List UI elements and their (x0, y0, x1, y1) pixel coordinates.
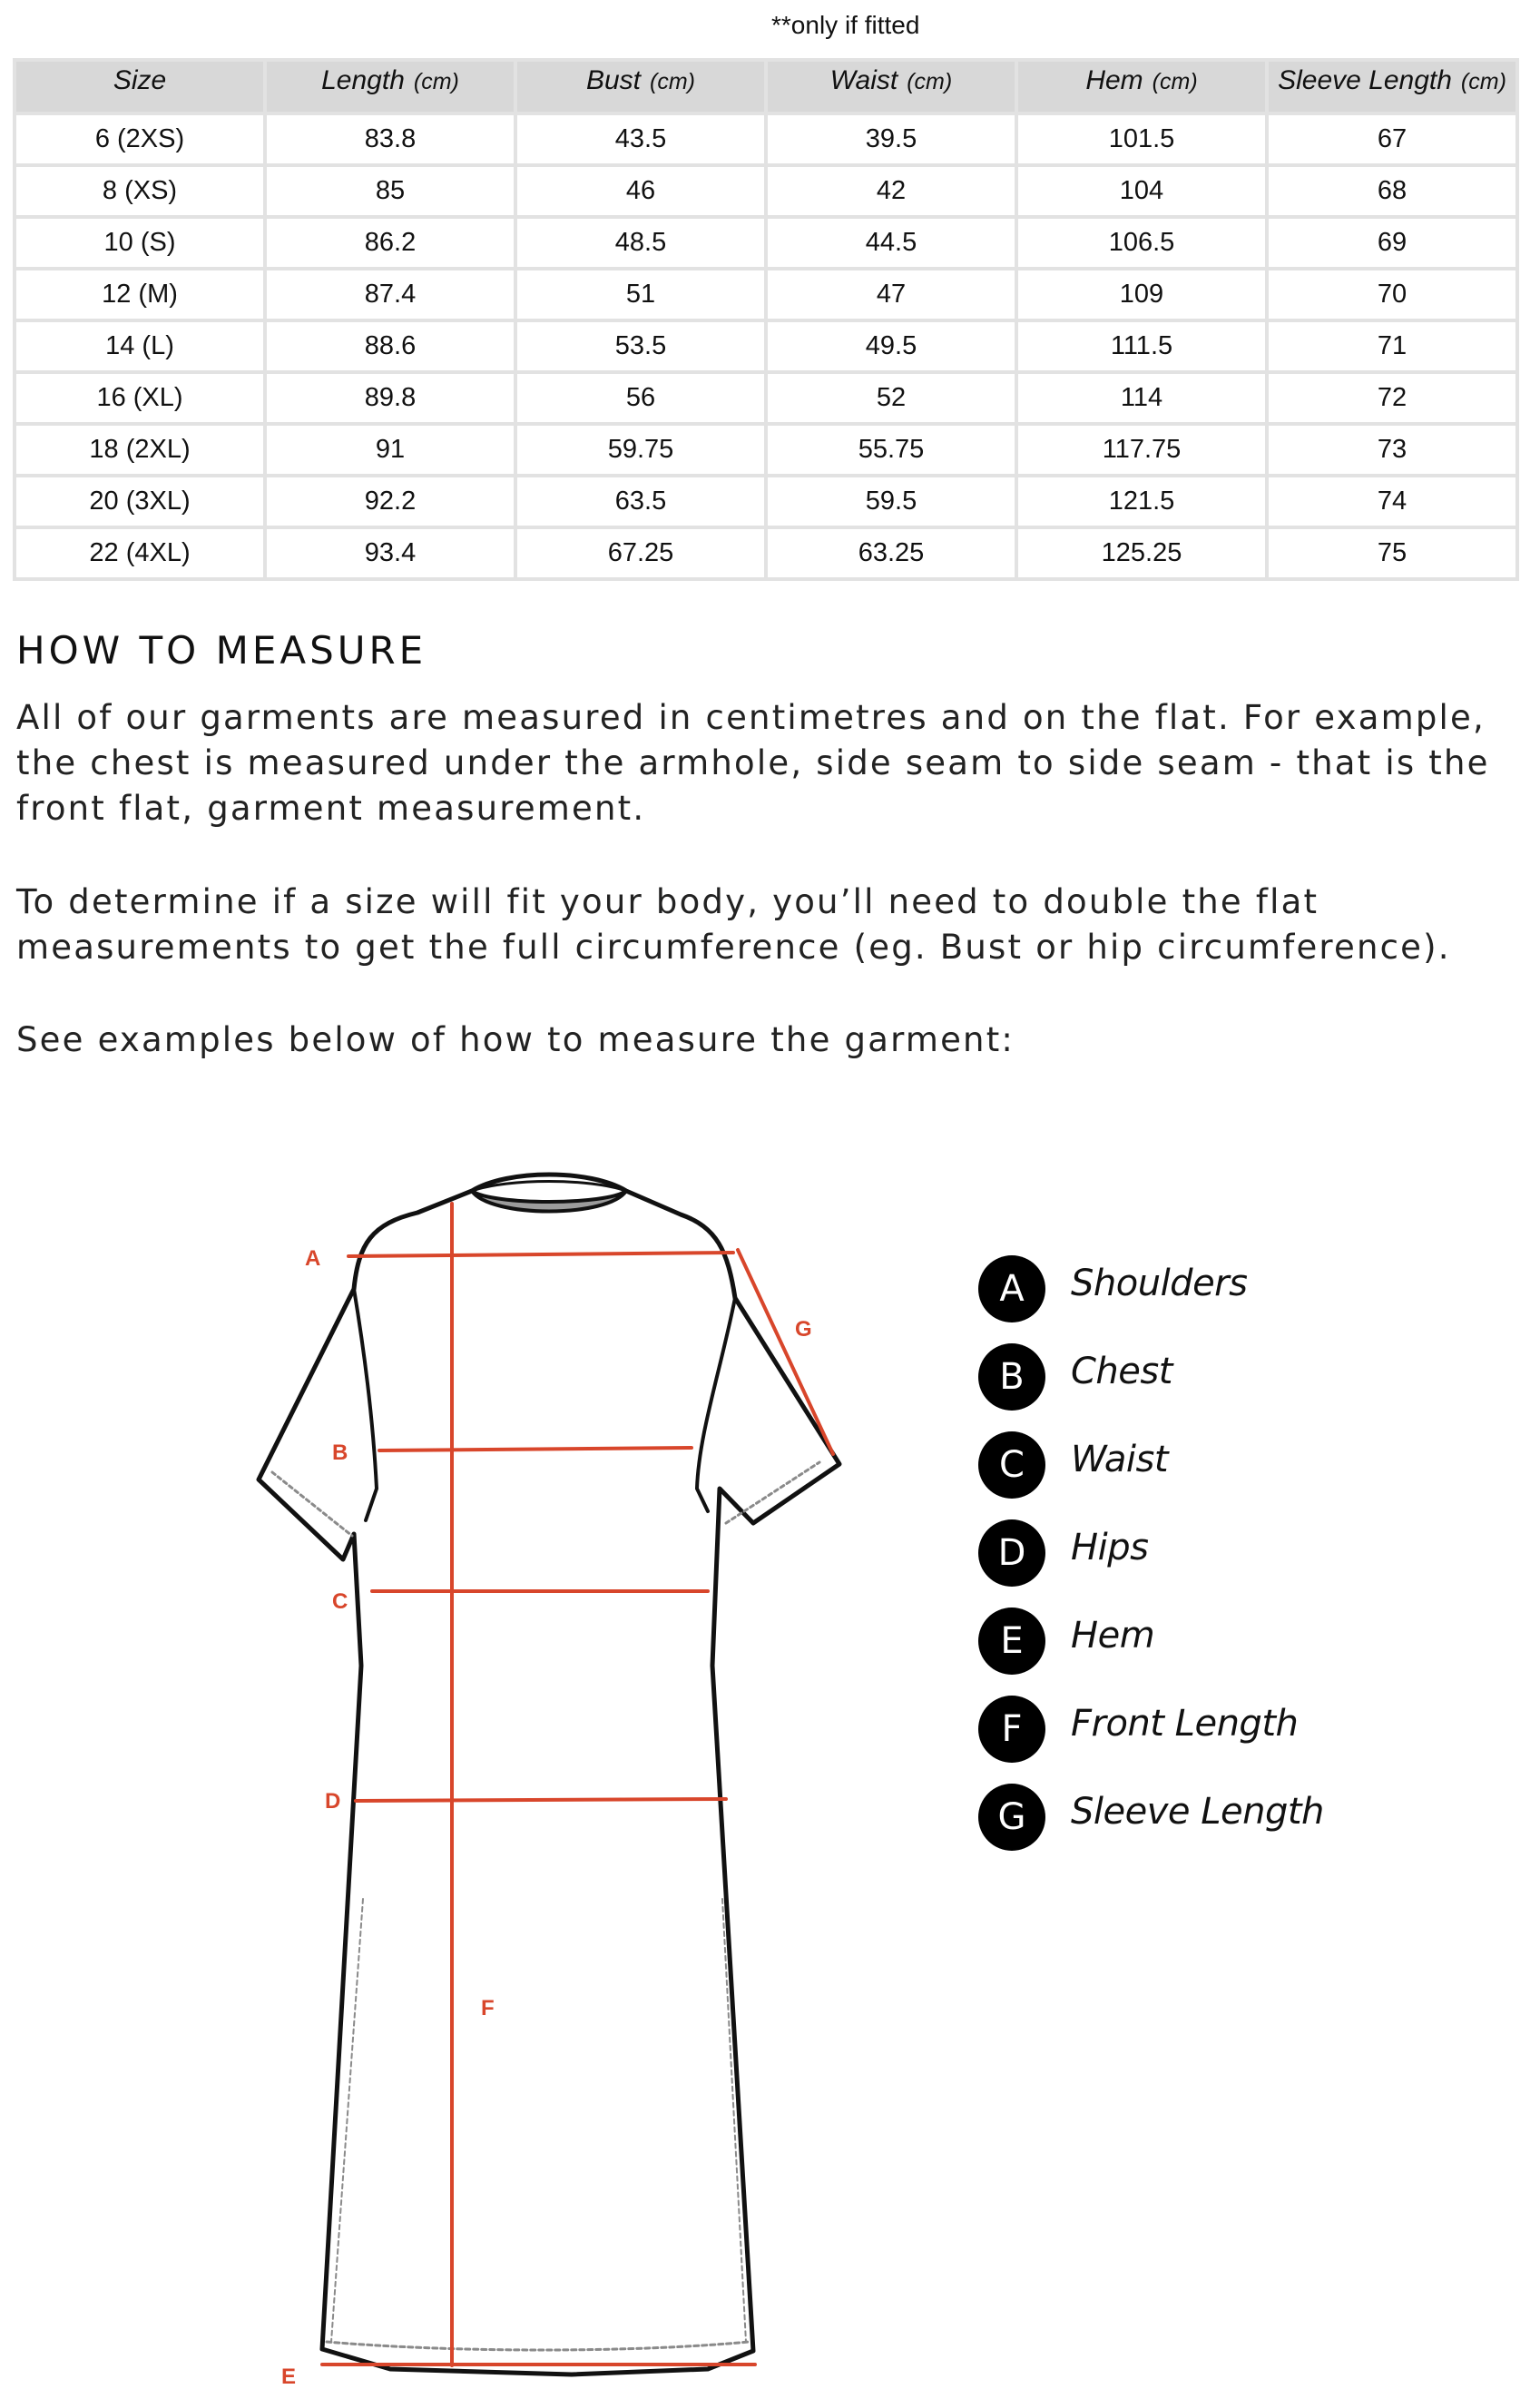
table-cell: 101.5 (1016, 113, 1267, 165)
label-b: B (332, 1440, 348, 1465)
table-cell: 55.75 (766, 424, 1016, 476)
table-cell: 53.5 (515, 320, 766, 372)
legend-label: Hem (1071, 1615, 1155, 1657)
table-cell: 8 (XS) (15, 165, 265, 217)
table-cell: 16 (XL) (15, 372, 265, 424)
how-to-measure-heading: HOW TO MEASURE (16, 628, 427, 673)
table-cell: 48.5 (515, 217, 766, 269)
table-cell: 59.5 (766, 476, 1016, 527)
fitted-note: **only if fitted (771, 11, 920, 39)
table-cell: 75 (1267, 527, 1517, 579)
label-g: G (795, 1317, 812, 1342)
legend-badge: D (978, 1519, 1045, 1587)
header-sleeve-length: Sleeve Length (cm) (1267, 60, 1517, 113)
table-cell: 63.25 (766, 527, 1016, 579)
label-e: E (281, 2365, 297, 2389)
table-cell: 68 (1267, 165, 1517, 217)
table-cell: 106.5 (1016, 217, 1267, 269)
table-cell: 93.4 (265, 527, 515, 579)
table-cell: 73 (1267, 424, 1517, 476)
measure-paragraph-2: To determine if a size will fit your body, you’ll need to double the flat measurements to get the full circumference (eg. Bust or hip circumference). (16, 882, 1451, 967)
table-cell: 92.2 (265, 476, 515, 527)
table-row (15, 217, 1517, 269)
table-cell: 20 (3XL) (15, 476, 265, 527)
table-cell: 104 (1016, 165, 1267, 217)
table-cell: 14 (L) (15, 320, 265, 372)
table-cell: 67 (1267, 113, 1517, 165)
table-row (15, 320, 1517, 372)
garment-diagram (0, 1162, 907, 2399)
table-cell: 83.8 (265, 113, 515, 165)
table-cell: 114 (1016, 372, 1267, 424)
table-cell: 22 (4XL) (15, 527, 265, 579)
label-f: F (481, 1996, 495, 2020)
table-cell: 42 (766, 165, 1016, 217)
table-cell: 69 (1267, 217, 1517, 269)
table-cell: 71 (1267, 320, 1517, 372)
legend-label: Chest (1071, 1351, 1172, 1392)
table-cell: 89.8 (265, 372, 515, 424)
table-cell: 39.5 (766, 113, 1016, 165)
header-waist: Waist (cm) (766, 60, 1016, 113)
table-cell: 91 (265, 424, 515, 476)
table-cell: 63.5 (515, 476, 766, 527)
legend-badge: B (978, 1343, 1045, 1411)
table-row (15, 424, 1517, 476)
measure-line-hips (356, 1799, 726, 1801)
label-a: A (305, 1246, 321, 1271)
table-cell: 18 (2XL) (15, 424, 265, 476)
dress-outline (259, 1175, 839, 2374)
header-length: Length (cm) (265, 60, 515, 113)
table-cell: 12 (M) (15, 269, 265, 320)
table-row (15, 113, 1517, 165)
header-hem: Hem (cm) (1016, 60, 1267, 113)
table-cell: 56 (515, 372, 766, 424)
measure-paragraph-1: All of our garments are measured in centimetres and on the flat. For example, the chest is measured under the armhole, side seam to side seam - that is the front flat, garment measurement. (16, 698, 1490, 828)
size-chart-table (13, 58, 1519, 581)
label-c: C (332, 1589, 348, 1614)
table-cell: 67.25 (515, 527, 766, 579)
table-cell: 59.75 (515, 424, 766, 476)
table-cell: 72 (1267, 372, 1517, 424)
table-cell: 111.5 (1016, 320, 1267, 372)
table-cell: 10 (S) (15, 217, 265, 269)
table-cell: 47 (766, 269, 1016, 320)
table-cell: 87.4 (265, 269, 515, 320)
table-cell: 49.5 (766, 320, 1016, 372)
legend-badge: A (978, 1255, 1045, 1322)
table-cell: 121.5 (1016, 476, 1267, 527)
table-cell: 125.25 (1016, 527, 1267, 579)
table-cell: 109 (1016, 269, 1267, 320)
legend-label: Sleeve Length (1071, 1791, 1324, 1833)
table-cell: 51 (515, 269, 766, 320)
table-cell: 52 (766, 372, 1016, 424)
legend-label: Hips (1071, 1527, 1149, 1568)
measure-paragraph-3: See examples below of how to measure the garment: (16, 1020, 1015, 1059)
legend-label: Front Length (1071, 1703, 1299, 1745)
table-row (15, 165, 1517, 217)
table-cell: 85 (265, 165, 515, 217)
table-cell: 86.2 (265, 217, 515, 269)
table-header-row (15, 60, 1517, 113)
header-bust: Bust (cm) (515, 60, 766, 113)
legend-label: Waist (1071, 1439, 1169, 1480)
table-cell: 70 (1267, 269, 1517, 320)
legend-badge: F (978, 1696, 1045, 1763)
table-row (15, 476, 1517, 527)
legend-badge: G (978, 1784, 1045, 1851)
legend-badge: C (978, 1431, 1045, 1499)
table-cell: 46 (515, 165, 766, 217)
legend-label: Shoulders (1071, 1263, 1248, 1304)
header-size: Size (15, 60, 265, 113)
label-d: D (325, 1789, 341, 1814)
table-cell: 6 (2XS) (15, 113, 265, 165)
table-cell: 44.5 (766, 217, 1016, 269)
table-cell: 74 (1267, 476, 1517, 527)
table-cell: 43.5 (515, 113, 766, 165)
table-row (15, 527, 1517, 579)
table-row (15, 372, 1517, 424)
table-row (15, 269, 1517, 320)
table-cell: 88.6 (265, 320, 515, 372)
table-cell: 117.75 (1016, 424, 1267, 476)
legend-badge: E (978, 1608, 1045, 1675)
